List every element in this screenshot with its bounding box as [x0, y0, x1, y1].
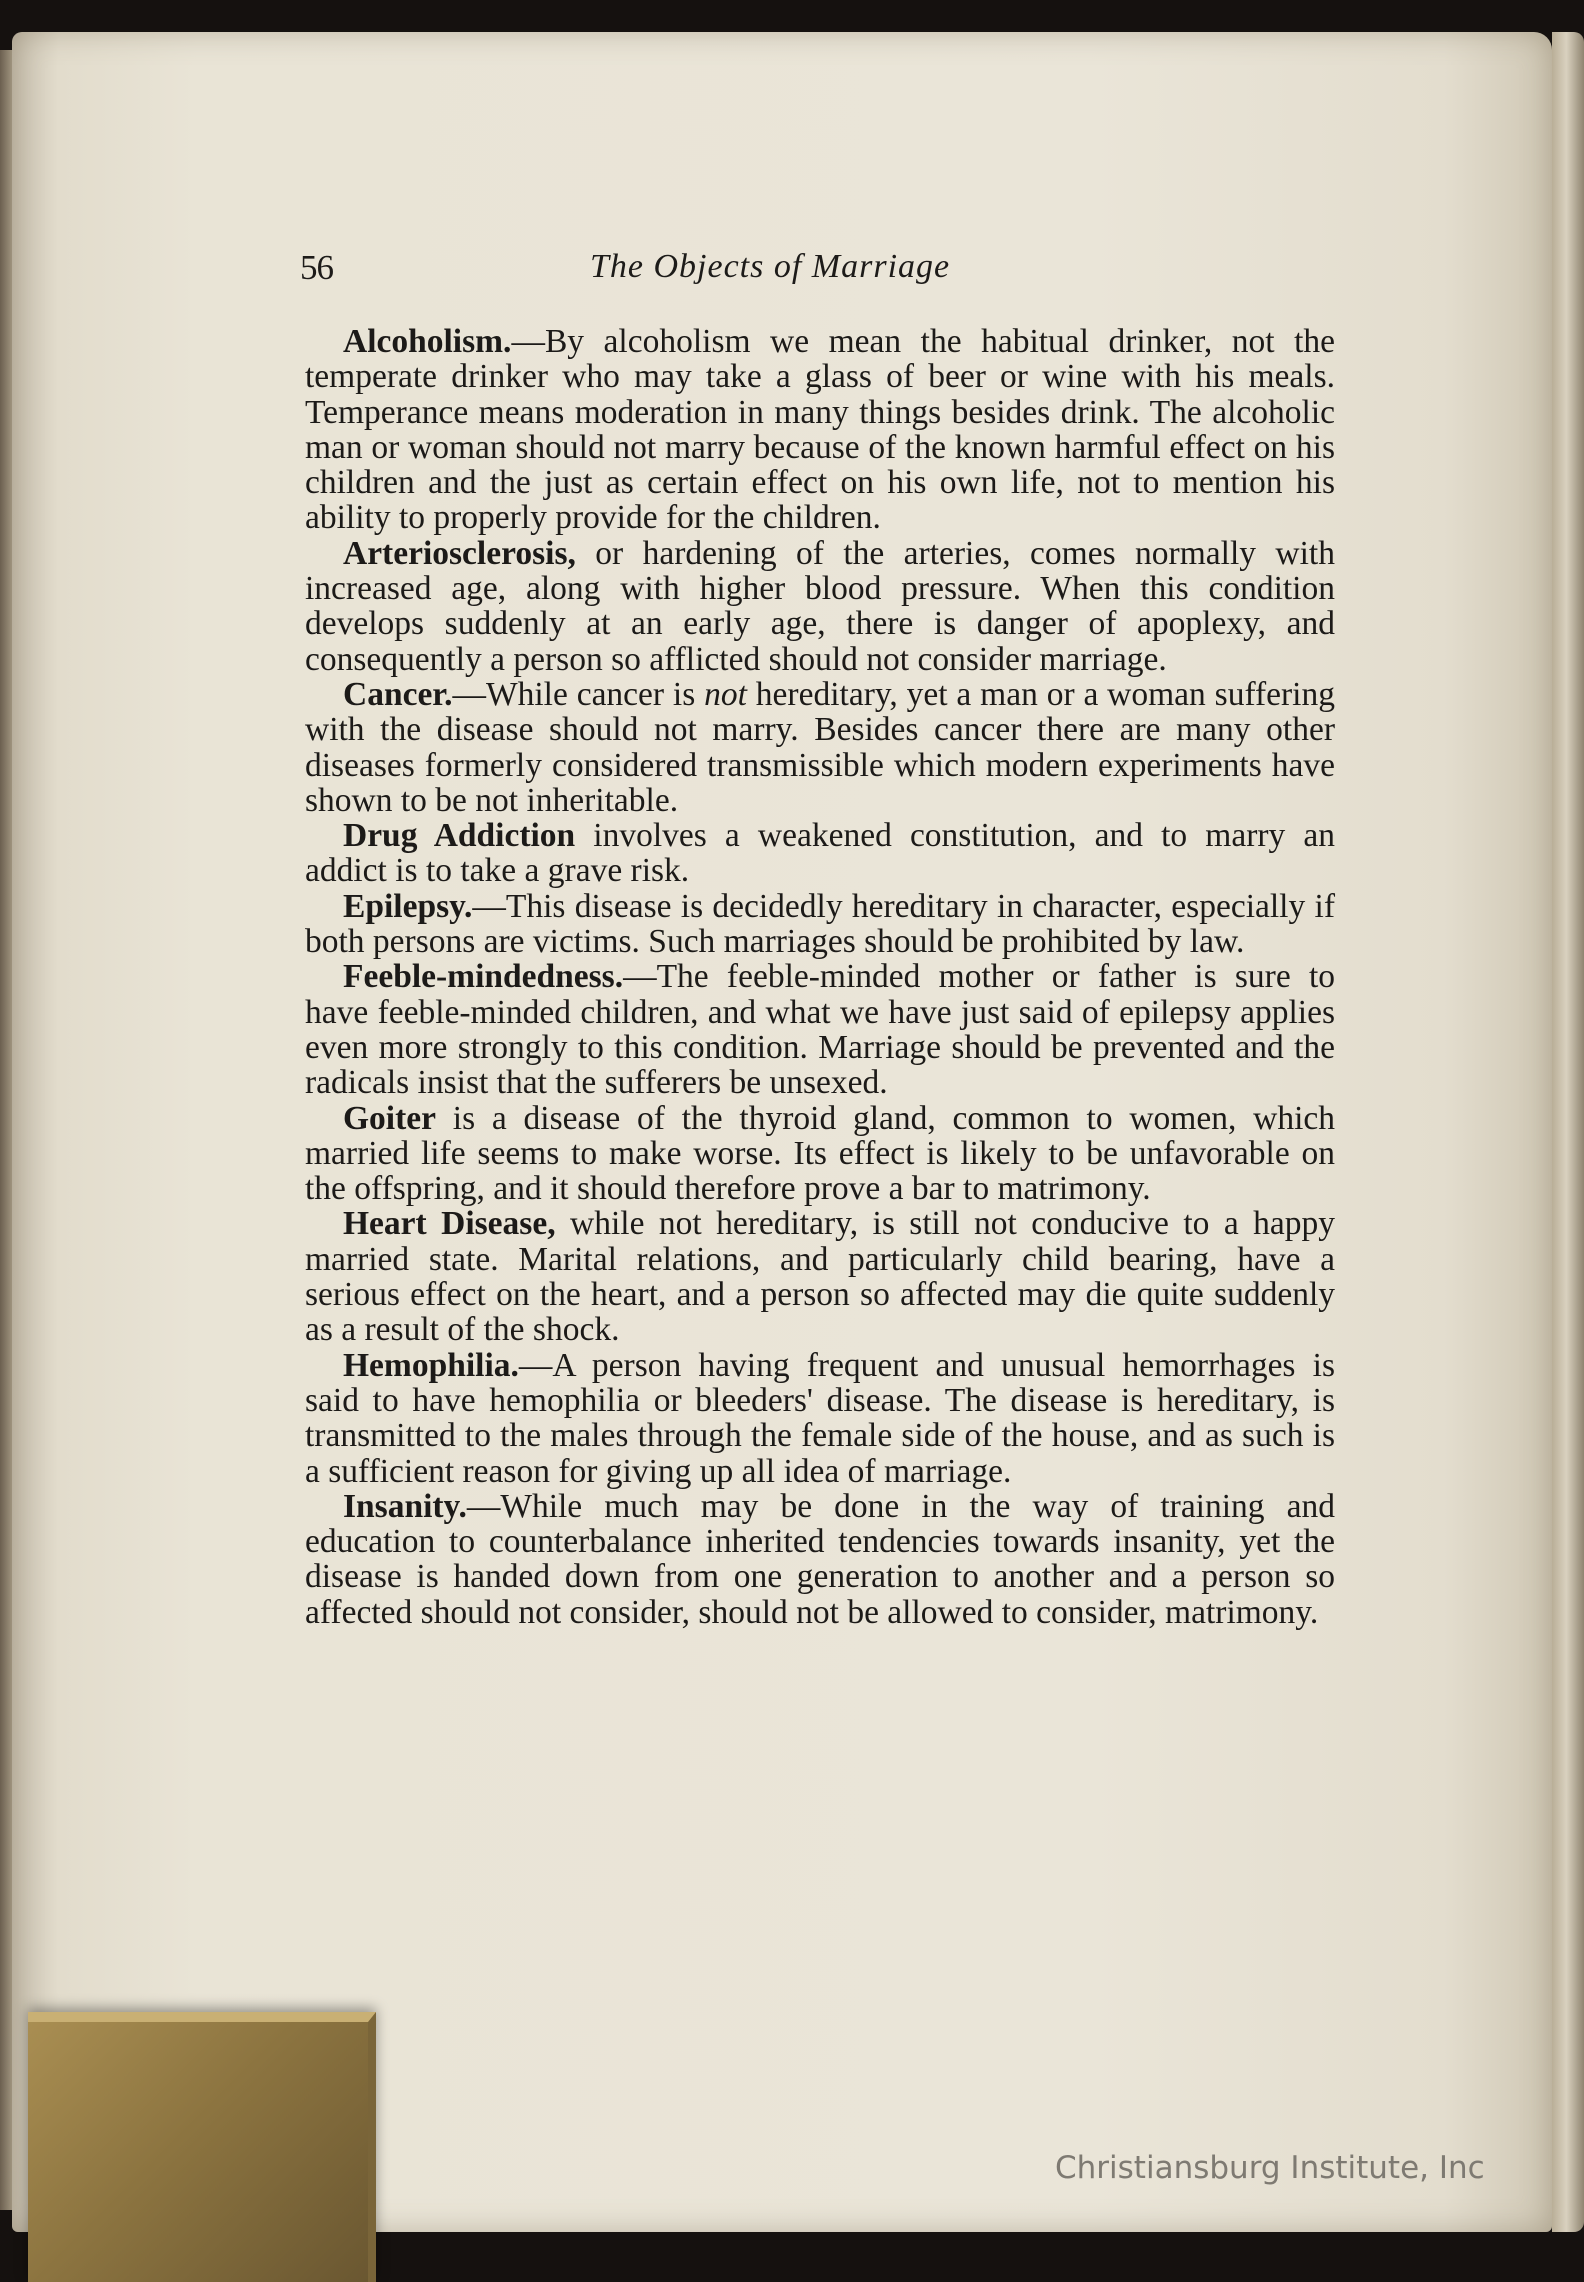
entry-term: Alcoholism. — [343, 323, 512, 360]
watermark: Christiansburg Institute, Inc — [1055, 2150, 1485, 2186]
text-body — [305, 324, 1335, 1630]
entry-body: or hardening of the arteries, comes normally with increased age, along with higher blood pressure. When this condition develops suddenly at an early age, there is danger of apoplexy, and consequently a person so afflicted should not consider marriage. — [305, 534, 1335, 678]
entry-term: Insanity. — [343, 1487, 467, 1525]
entry-cancer — [305, 677, 1335, 818]
entry-term: Drug Addiction — [343, 817, 576, 855]
entry-term: Heart Disease, — [343, 1205, 556, 1243]
entry-insanity — [305, 1489, 1335, 1630]
page-header — [300, 248, 1040, 298]
entry-alcoholism — [305, 324, 1335, 536]
page-number: 56 — [300, 248, 333, 287]
entry-heart-disease — [305, 1206, 1335, 1347]
entry-body: —While cancer is — [452, 675, 705, 713]
entry-body: —A person having frequent and unusual hemorrhages is said to have hemophilia or bleeders' disease. The disease is hereditary, is transmitted to the males through the female side of the house, and as such is a sufficient reason for giving up all idea of marriage. — [305, 1346, 1335, 1490]
running-title: The Objects of Marriage — [590, 248, 951, 285]
entry-body: while not hereditary, is still not conducive to a happy married state. Marital relations, and particularly child bearing, have a serious effect on the heart, and a person so affected may die quite suddenly as a result of the shock. — [305, 1205, 1336, 1349]
entry-body: —By alcoholism we mean the habitual drinker, not the temperate drinker who may take a glass of beer or wine with his meals. Temperance means moderation in many things besides drink. The alcoholic man or woman should not marry because of the known harmful effect on his children and the just as certain effect on his own life, not to mention his ability to properly provide for the children. — [305, 323, 1335, 537]
entry-emphasis: not — [704, 675, 747, 713]
entry-epilepsy — [305, 889, 1335, 960]
page-right-edge — [1552, 32, 1584, 2232]
entry-body: —The feeble-minded mother or father is sure to have feeble-minded children, and what we have just said of epilepsy applies even more strongly to this condition. Marriage should be prevented and the radicals insist that the sufferers be unsexed. — [305, 958, 1335, 1102]
entry-body: —This disease is decidedly hereditary in character, especially if both persons are victims. Such marriages should be prohibited by law. — [305, 887, 1335, 961]
entry-term: Cancer. — [343, 675, 453, 713]
entry-feeble-mindedness — [305, 959, 1335, 1100]
entry-term: Goiter — [343, 1099, 437, 1137]
entry-term: Feeble-mindedness. — [343, 958, 624, 996]
entry-body: hereditary, yet a man or a woman suffering with the disease should not marry. Besides cancer there are many other diseases formerly considered transmissible which modern experiments have shown to be not inheritable. — [305, 675, 1335, 819]
entry-term: Arteriosclerosis, — [343, 534, 576, 572]
entry-body: —While much may be done in the way of training and education to counterbalance inherited tendencies towards insanity, yet the disease is handed down from one generation to another and a person so affected should not consider, should not be allowed to consider, matrimony. — [305, 1487, 1335, 1631]
entry-term: Hemophilia. — [343, 1346, 519, 1384]
entry-term: Epilepsy. — [343, 887, 473, 925]
brass-page-clip — [28, 2012, 376, 2282]
entry-drug-addiction — [305, 818, 1335, 889]
entry-body: involves a weakened constitution, and to marry an addict is to take a grave risk. — [305, 817, 1335, 890]
entry-arteriosclerosis — [305, 536, 1335, 677]
entry-body: is a disease of the thyroid gland, common to women, which married life seems to make worse. Its effect is likely to be unfavorable on the offspring, and it should therefore prove a bar to matrimony. — [305, 1099, 1335, 1208]
entry-goiter — [305, 1101, 1335, 1207]
entry-hemophilia — [305, 1348, 1335, 1489]
